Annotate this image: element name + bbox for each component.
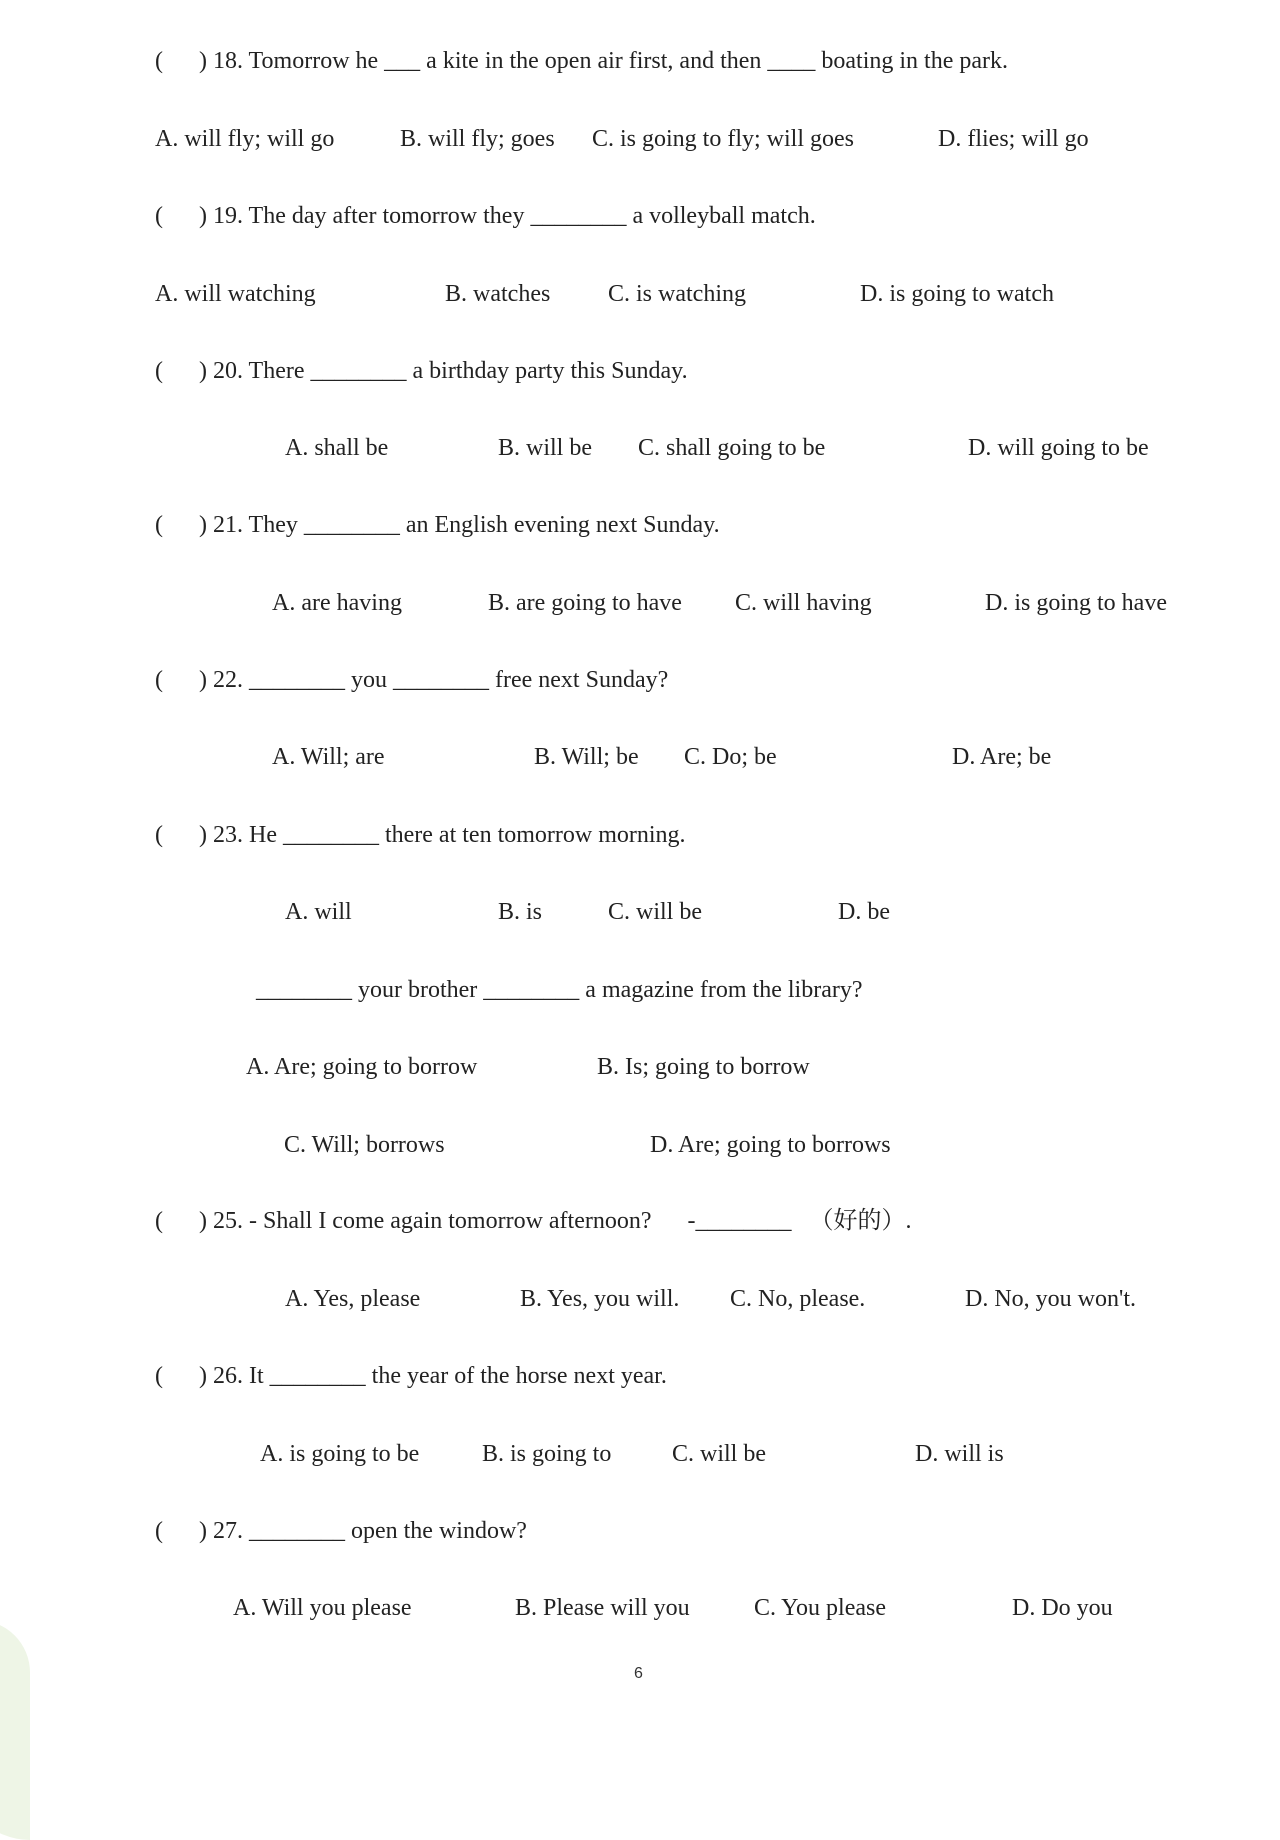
question-20-option-d: D. will going to be xyxy=(968,435,1149,461)
question-18-option-c: C. is going to fly; will goes xyxy=(592,126,855,152)
question-24-option-a: A. Are; going to borrow xyxy=(246,1054,478,1080)
question-20-option-a: A. shall be xyxy=(285,435,389,461)
question-26-option-c: C. will be xyxy=(672,1441,766,1467)
question-18-option-d: D. flies; will go xyxy=(938,126,1089,152)
question-25-option-c: C. No, please. xyxy=(730,1286,866,1312)
question-27-option-d: D. Do you xyxy=(1012,1595,1113,1621)
question-19-option-c: C. is watching xyxy=(608,281,746,307)
question-23-option-c: C. will be xyxy=(608,899,702,925)
question-22-option-c: C. Do; be xyxy=(684,744,777,770)
question-23-option-b: B. is xyxy=(498,899,543,925)
question-21-option-d: D. is going to have xyxy=(985,590,1167,616)
question-26-option-d: D. will is xyxy=(915,1441,1004,1467)
leaf-decoration xyxy=(0,1620,30,1840)
question-21-option-c: C. will having xyxy=(735,590,872,616)
question-22-option-b: B. Will; be xyxy=(534,744,639,770)
question-23-option-a: A. will xyxy=(285,899,352,925)
question-22-option-a: A. Will; are xyxy=(272,744,385,770)
question-21-stem: ( ) 21. They ________ an English evening next Sunday. xyxy=(155,512,720,538)
question-27-option-a: A. Will you please xyxy=(233,1595,412,1621)
question-27-stem: ( ) 27. ________ open the window? xyxy=(155,1518,527,1544)
question-18-stem: ( ) 18. Tomorrow he ___ a kite in the open air first, and then ____ boating in the park. xyxy=(155,48,1009,74)
question-19-stem: ( ) 19. The day after tomorrow they ________ a volleyball match. xyxy=(155,203,816,229)
question-19-option-d: D. is going to watch xyxy=(860,281,1054,307)
question-25-option-d: D. No, you won't. xyxy=(965,1286,1136,1312)
question-20-option-b: B. will be xyxy=(498,435,592,461)
question-23-option-d: D. be xyxy=(838,899,890,925)
question-19-option-a: A. will watching xyxy=(155,281,316,307)
question-20-stem: ( ) 20. There ________ a birthday party this Sunday. xyxy=(155,358,688,384)
question-21-option-b: B. are going to have xyxy=(488,590,682,616)
question-24-stem: ________ your brother ________ a magazine from the library? xyxy=(256,977,863,1003)
question-20-option-c: C. shall going to be xyxy=(638,435,826,461)
question-19-option-b: B. watches xyxy=(445,281,551,307)
question-27-option-b: B. Please will you xyxy=(515,1595,690,1621)
question-18-option-b: B. will fly; goes xyxy=(400,126,555,152)
question-21-option-a: A. are having xyxy=(272,590,402,616)
question-26-option-a: A. is going to be xyxy=(260,1441,420,1467)
question-22-stem: ( ) 22. ________ you ________ free next Sunday? xyxy=(155,667,669,693)
question-26-option-b: B. is going to xyxy=(482,1441,612,1467)
page-number: 6 xyxy=(634,1665,643,1682)
question-22-option-d: D. Are; be xyxy=(952,744,1052,770)
question-24-option-d: D. Are; going to borrows xyxy=(650,1132,891,1158)
question-18-option-a: A. will fly; will go xyxy=(155,126,335,152)
question-25-option-a: A. Yes, please xyxy=(285,1286,421,1312)
question-23-stem: ( ) 23. He ________ there at ten tomorrow morning. xyxy=(155,822,686,848)
question-26-stem: ( ) 26. It ________ the year of the horse next year. xyxy=(155,1363,667,1389)
question-24-option-b: B. Is; going to borrow xyxy=(597,1054,810,1080)
question-25-stem: ( ) 25. - Shall I come again tomorrow afternoon? -________ （好的）. xyxy=(155,1208,912,1234)
question-27-option-c: C. You please xyxy=(754,1595,887,1621)
question-25-option-b: B. Yes, you will. xyxy=(520,1286,680,1312)
question-24-option-c: C. Will; borrows xyxy=(284,1132,445,1158)
